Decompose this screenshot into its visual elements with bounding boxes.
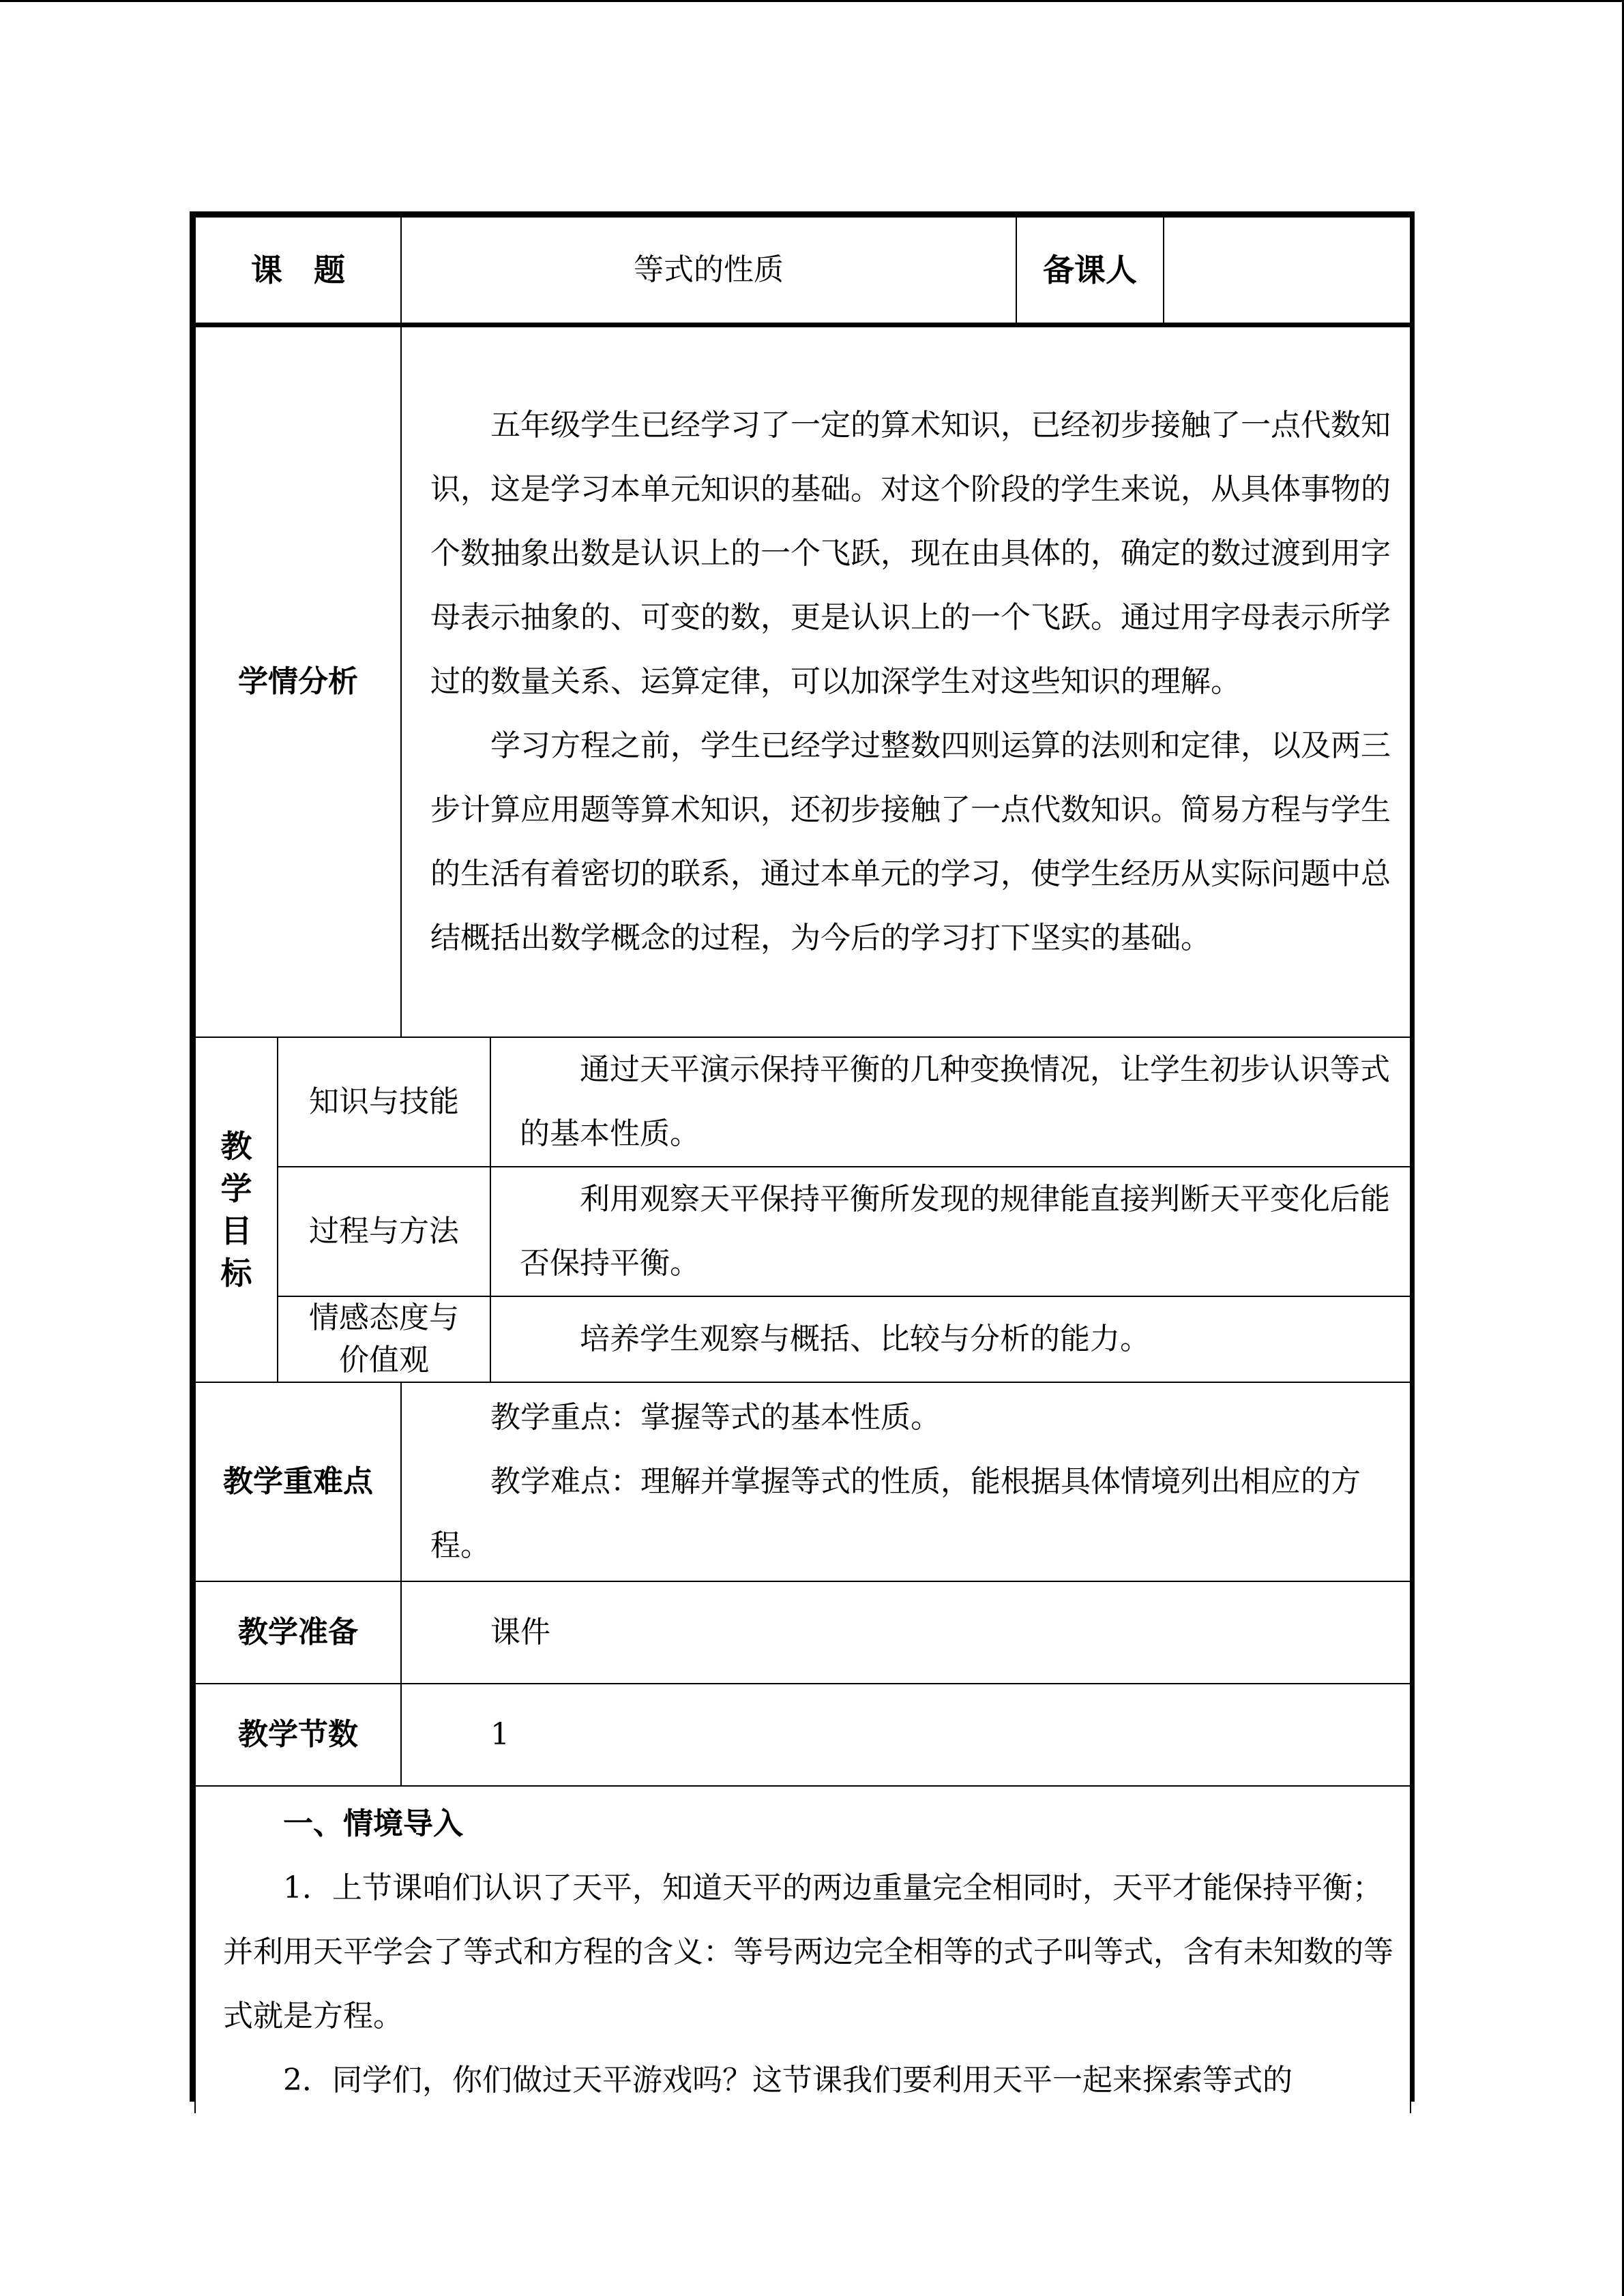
periods-label: 教学节数 — [195, 1684, 401, 1786]
analysis-paragraph: 五年级学生已经学习了一定的算术知识，已经初步接触了一点代数知识，这是学习本单元知识的基础。对这个阶段的学生来说，从具体事物的个数抽象出数是认识上的一个飞跃，现在由具体的，确定的数过渡到用字母表示抽象的、可变的数，更是认识上的一个飞跃。通过用字母表示所学过的数量关系、运算定律，可以加深学生对这些知识的理解。 — [430, 407, 1391, 699]
preparer-value — [1164, 217, 1411, 325]
preparer-label: 备课人 — [1016, 217, 1164, 325]
goal-name-attitude: 情感态度与 价值观 — [278, 1296, 490, 1382]
analysis-row — [195, 325, 1411, 1037]
prep-value: 课件 — [490, 1615, 550, 1650]
goal-text-knowledge: 通过天平演示保持平衡的几种变换情况，让学生初步认识等式的基本性质。 — [490, 1037, 1411, 1167]
prep-label: 教学准备 — [195, 1581, 401, 1684]
periods-value-cell — [401, 1684, 1411, 1786]
goal-text-attitude: 培养学生观察与概括、比较与分析的能力。 — [490, 1296, 1411, 1382]
keypoints-difficulty: 教学难点：理解并掌握等式的性质，能根据具体情境列出相应的方程。 — [430, 1464, 1361, 1563]
prep-row — [195, 1581, 1411, 1684]
header-row — [195, 217, 1411, 325]
analysis-content — [401, 325, 1411, 1037]
process-item: 1．上节课咱们认识了天平，知道天平的两边重量完全相同时，天平才能保持平衡；并利用天平学会了等式和方程的含义：等号两边完全相等的式子叫等式，含有未知数的等式就是方程。 — [223, 1870, 1393, 2033]
process-item: 2．同学们，你们做过天平游戏吗？这节课我们要利用天平一起来探索等式的 — [283, 2063, 1293, 2098]
goal-row-attitude — [195, 1296, 1411, 1382]
topic-label: 课 题 — [195, 217, 401, 325]
goals-label-char: 标 — [220, 1255, 252, 1292]
lesson-plan-table — [190, 211, 1415, 2102]
prep-value-cell — [401, 1581, 1411, 1684]
keypoints-row — [195, 1382, 1411, 1581]
periods-value: 1 — [490, 1717, 510, 1752]
process-row — [195, 1786, 1411, 2113]
periods-row — [195, 1684, 1411, 1786]
analysis-label: 学情分析 — [195, 325, 401, 1037]
goals-label-char: 学 — [220, 1170, 252, 1207]
process-content — [195, 1786, 1411, 2113]
goals-label — [195, 1037, 278, 1382]
topic-value: 等式的性质 — [401, 217, 1016, 325]
goals-label-char: 目 — [220, 1212, 252, 1249]
goal-name-knowledge: 知识与技能 — [278, 1037, 490, 1167]
analysis-paragraph: 学习方程之前，学生已经学过整数四则运算的法则和定律，以及两三步计算应用题等算术知识，还初步接触了一点代数知识。简易方程与学生的生活有着密切的联系，通过本单元的学习，使学生经历从实际问题中总结概括出数学概念的过程，为今后的学习打下坚实的基础。 — [430, 728, 1391, 955]
keypoints-focus: 教学重点：掌握等式的基本性质。 — [490, 1400, 941, 1435]
goal-row-process — [195, 1167, 1411, 1296]
goal-row-knowledge — [195, 1037, 1411, 1167]
process-heading: 一、情境导入 — [283, 1806, 463, 1841]
keypoints-content — [401, 1382, 1411, 1581]
goal-name-process: 过程与方法 — [278, 1167, 490, 1296]
page-top-rule — [0, 0, 1624, 2]
goals-label-char: 教 — [220, 1128, 252, 1165]
goal-text-process: 利用观察天平保持平衡所发现的规律能直接判断天平变化后能否保持平衡。 — [490, 1167, 1411, 1296]
keypoints-label: 教学重难点 — [195, 1382, 401, 1581]
